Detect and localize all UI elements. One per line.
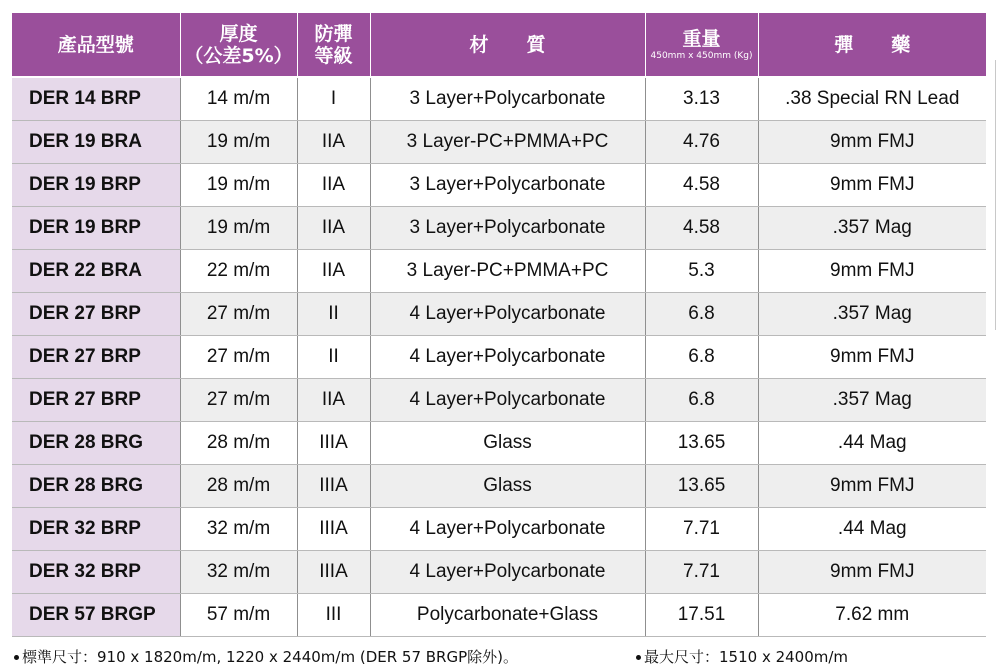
cell-material: Polycarbonate+Glass: [370, 594, 645, 637]
cell-weight: 17.51: [645, 594, 758, 637]
cell-thickness: 19 m/m: [180, 164, 297, 207]
cell-level: II: [297, 293, 370, 336]
header-thickness-line1: 厚度: [219, 22, 258, 45]
cell-model: DER 14 BRP: [12, 77, 180, 121]
cell-weight: 4.76: [645, 121, 758, 164]
cell-model: DER 27 BRP: [12, 293, 180, 336]
cell-weight: 13.65: [645, 422, 758, 465]
side-divider: [995, 60, 996, 330]
cell-ammo: 9mm FMJ: [758, 551, 986, 594]
cell-material: 3 Layer-PC+PMMA+PC: [370, 250, 645, 293]
cell-ammo: .357 Mag: [758, 379, 986, 422]
cell-level: IIA: [297, 379, 370, 422]
cell-ammo: 9mm FMJ: [758, 336, 986, 379]
cell-model: DER 32 BRP: [12, 508, 180, 551]
header-model: [12, 13, 180, 77]
bullet-icon: [14, 655, 19, 660]
cell-model: DER 32 BRP: [12, 551, 180, 594]
cell-material: 4 Layer+Polycarbonate: [370, 379, 645, 422]
cell-thickness: 28 m/m: [180, 422, 297, 465]
cell-level: IIIA: [297, 551, 370, 594]
header-ammo: [758, 13, 986, 77]
cell-weight: 6.8: [645, 336, 758, 379]
cell-material: 3 Layer+Polycarbonate: [370, 77, 645, 121]
table-row: [12, 379, 986, 422]
cell-weight: 4.58: [645, 164, 758, 207]
cell-material: 4 Layer+Polycarbonate: [370, 508, 645, 551]
cell-model: DER 27 BRP: [12, 379, 180, 422]
table-row: [12, 164, 986, 207]
table-row: [12, 594, 986, 637]
cell-model: DER 19 BRP: [12, 207, 180, 250]
table-row: [12, 508, 986, 551]
table-row: [12, 250, 986, 293]
header-thickness: [180, 13, 297, 77]
cell-material: 4 Layer+Polycarbonate: [370, 336, 645, 379]
table-row: [12, 422, 986, 465]
cell-weight: 13.65: [645, 465, 758, 508]
header-level-line2: 等級: [314, 44, 353, 67]
cell-level: IIA: [297, 250, 370, 293]
spec-table-container: [12, 13, 986, 637]
table-row: [12, 77, 986, 121]
table-header-row: [12, 13, 986, 77]
cell-weight: 6.8: [645, 293, 758, 336]
bulletproof-spec-table: [12, 13, 986, 637]
cell-weight: 5.3: [645, 250, 758, 293]
table-body: [12, 77, 986, 637]
cell-thickness: 27 m/m: [180, 336, 297, 379]
cell-thickness: 27 m/m: [180, 293, 297, 336]
cell-level: IIIA: [297, 508, 370, 551]
cell-level: III: [297, 594, 370, 637]
cell-model: DER 19 BRA: [12, 121, 180, 164]
table-row: [12, 465, 986, 508]
cell-ammo: 9mm FMJ: [758, 250, 986, 293]
cell-weight: 7.71: [645, 551, 758, 594]
cell-level: IIIA: [297, 465, 370, 508]
cell-ammo: .38 Special RN Lead: [758, 77, 986, 121]
header-weight: [645, 13, 758, 77]
note-standard-size-text: 標準尺寸：910 x 1820m/m, 1220 x 2440m/m (DER 57 BRGP除外)。: [22, 648, 518, 666]
cell-ammo: 9mm FMJ: [758, 164, 986, 207]
cell-thickness: 19 m/m: [180, 121, 297, 164]
cell-thickness: 19 m/m: [180, 207, 297, 250]
header-level-line1: 防彈: [314, 22, 353, 45]
cell-ammo: .357 Mag: [758, 207, 986, 250]
cell-material: 3 Layer+Polycarbonate: [370, 164, 645, 207]
cell-model: DER 57 BRGP: [12, 594, 180, 637]
header-thickness-line2: （公差5%）: [184, 44, 293, 67]
table-row: [12, 207, 986, 250]
cell-thickness: 22 m/m: [180, 250, 297, 293]
header-weight-line2: 450mm x 450mm (Kg): [650, 50, 753, 61]
cell-ammo: .44 Mag: [758, 422, 986, 465]
cell-thickness: 32 m/m: [180, 508, 297, 551]
cell-material: 3 Layer+Polycarbonate: [370, 207, 645, 250]
cell-thickness: 28 m/m: [180, 465, 297, 508]
header-model-label: 產品型號: [57, 33, 134, 56]
cell-level: IIA: [297, 164, 370, 207]
cell-material: Glass: [370, 465, 645, 508]
cell-weight: 7.71: [645, 508, 758, 551]
table-row: [12, 336, 986, 379]
cell-thickness: 14 m/m: [180, 77, 297, 121]
cell-weight: 6.8: [645, 379, 758, 422]
header-ammo-label: 彈 藥: [834, 33, 911, 56]
cell-level: I: [297, 77, 370, 121]
header-material-label: 材 質: [469, 33, 546, 56]
note-standard-size: [14, 646, 518, 667]
cell-ammo: 9mm FMJ: [758, 121, 986, 164]
cell-ammo: .357 Mag: [758, 293, 986, 336]
cell-model: DER 28 BRG: [12, 422, 180, 465]
cell-material: Glass: [370, 422, 645, 465]
cell-ammo: 7.62 mm: [758, 594, 986, 637]
table-row: [12, 293, 986, 336]
cell-ammo: .44 Mag: [758, 508, 986, 551]
cell-material: 3 Layer-PC+PMMA+PC: [370, 121, 645, 164]
header-material: [370, 13, 645, 77]
cell-thickness: 32 m/m: [180, 551, 297, 594]
cell-thickness: 27 m/m: [180, 379, 297, 422]
header-weight-line1: 重量: [682, 27, 721, 50]
header-level: [297, 13, 370, 77]
cell-level: IIIA: [297, 422, 370, 465]
cell-thickness: 57 m/m: [180, 594, 297, 637]
cell-model: DER 27 BRP: [12, 336, 180, 379]
table-row: [12, 551, 986, 594]
note-max-size: [636, 646, 848, 667]
cell-ammo: 9mm FMJ: [758, 465, 986, 508]
cell-level: IIA: [297, 121, 370, 164]
cell-model: DER 22 BRA: [12, 250, 180, 293]
cell-model: DER 19 BRP: [12, 164, 180, 207]
cell-weight: 3.13: [645, 77, 758, 121]
table-row: [12, 121, 986, 164]
cell-weight: 4.58: [645, 207, 758, 250]
note-max-size-text: 最大尺寸：1510 x 2400m/m: [644, 648, 849, 666]
bullet-icon: [636, 655, 641, 660]
cell-model: DER 28 BRG: [12, 465, 180, 508]
cell-level: IIA: [297, 207, 370, 250]
cell-material: 4 Layer+Polycarbonate: [370, 293, 645, 336]
cell-level: II: [297, 336, 370, 379]
cell-material: 4 Layer+Polycarbonate: [370, 551, 645, 594]
